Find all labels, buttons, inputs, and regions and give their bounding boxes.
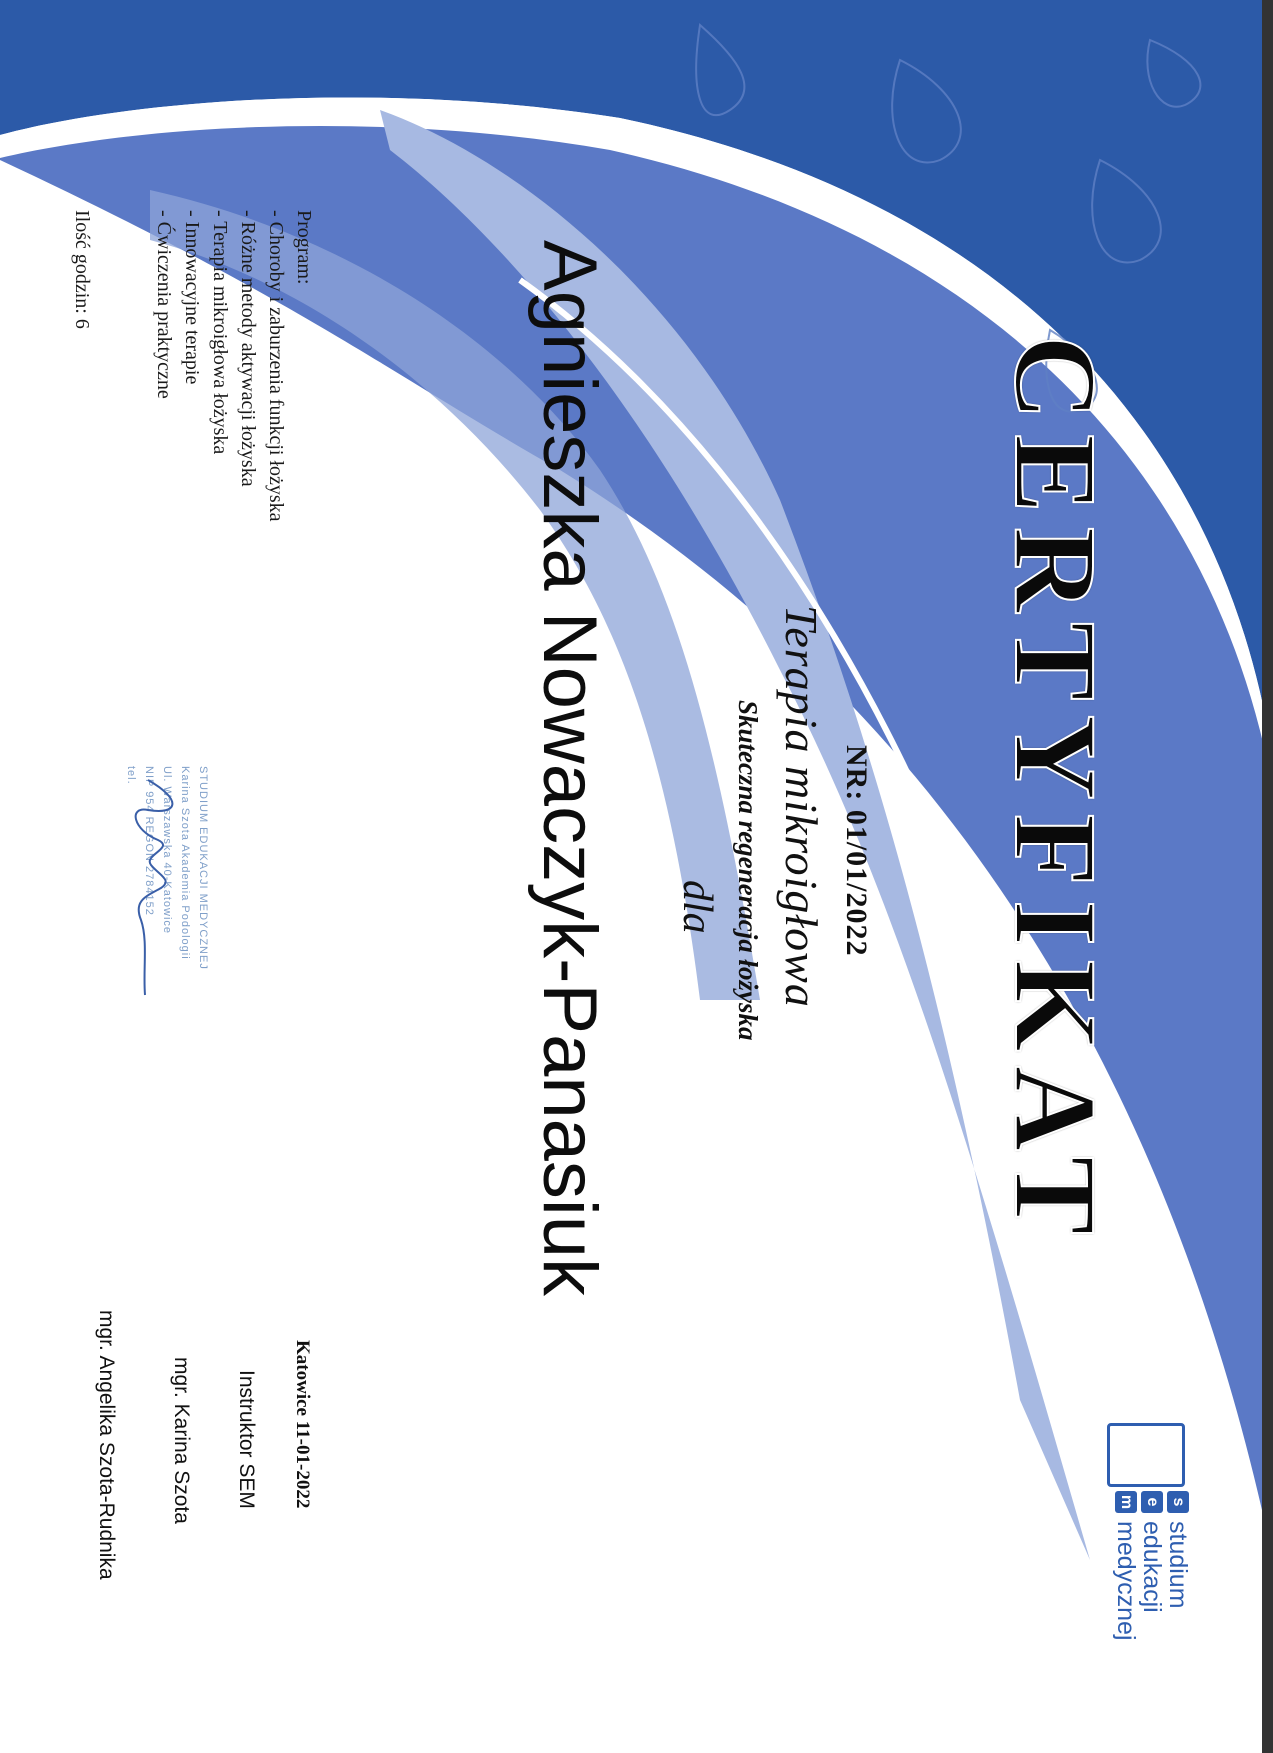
certificate-number: NR: 01/01/2022 [840,745,873,957]
certificate-title: CERTYFIKAT [990,335,1121,1249]
course-name: Terapia mikroigłowa [776,605,827,1008]
program-item: - Ćwiczenia praktyczne [153,210,175,399]
book-logo-icon [1107,1423,1185,1487]
logo-letter-m: m [1115,1491,1137,1513]
logo-letters [1111,1491,1189,1517]
program-item: - Terapia mikroigłowa łożyska [209,210,231,455]
logo-letter-e: e [1141,1491,1163,1513]
logo-word-medycznej: medycznej [1112,1521,1140,1641]
signer-karina-szota: mgr. Karina Szota [170,1357,193,1524]
official-stamp [103,760,213,1005]
program-item: - Różne metody aktywacji łożyska [237,210,259,487]
hours-count: Ilość godzin: 6 [71,210,93,329]
place-and-date: Katowice 11-01-2022 [292,1340,313,1509]
program-heading: Program: [293,210,315,285]
program-item: - Choroby i zaburzenia funkcji łożyska [265,210,287,522]
stamp-line: NIP 954 REGON 2784152 [143,766,155,916]
sem-logo [1103,1423,1193,1723]
logo-word-edukacji: edukacji [1138,1521,1166,1613]
for-word: dla [674,880,720,934]
stamp-line: Karina Szota Akademia Podologii [179,766,191,960]
logo-letter-s: s [1167,1491,1189,1513]
program-section [150,210,318,710]
course-subtitle: Skuteczna regeneracja łożyska [733,700,763,1041]
program-item: - Innowacyjne terapie [181,210,203,385]
logo-words [1113,1521,1191,1641]
signer-angelika-szota-rudnika: mgr. Angelika Szota-Rudnika [95,1310,118,1580]
recipient-name: Agnieszka Nowaczyk-Panasiuk [527,240,612,1297]
handwritten-signature-icon [108,770,203,1000]
stamp-line: Ul. Warszawska 40-Katowice [161,766,173,935]
stamp-line: STUDIUM EDUKACJI MEDYCZNEJ [197,766,209,970]
logo-word-studium: studium [1164,1521,1192,1609]
instructor-title: Instruktor SEM [235,1370,258,1509]
stamp-line: tel. [125,766,137,785]
